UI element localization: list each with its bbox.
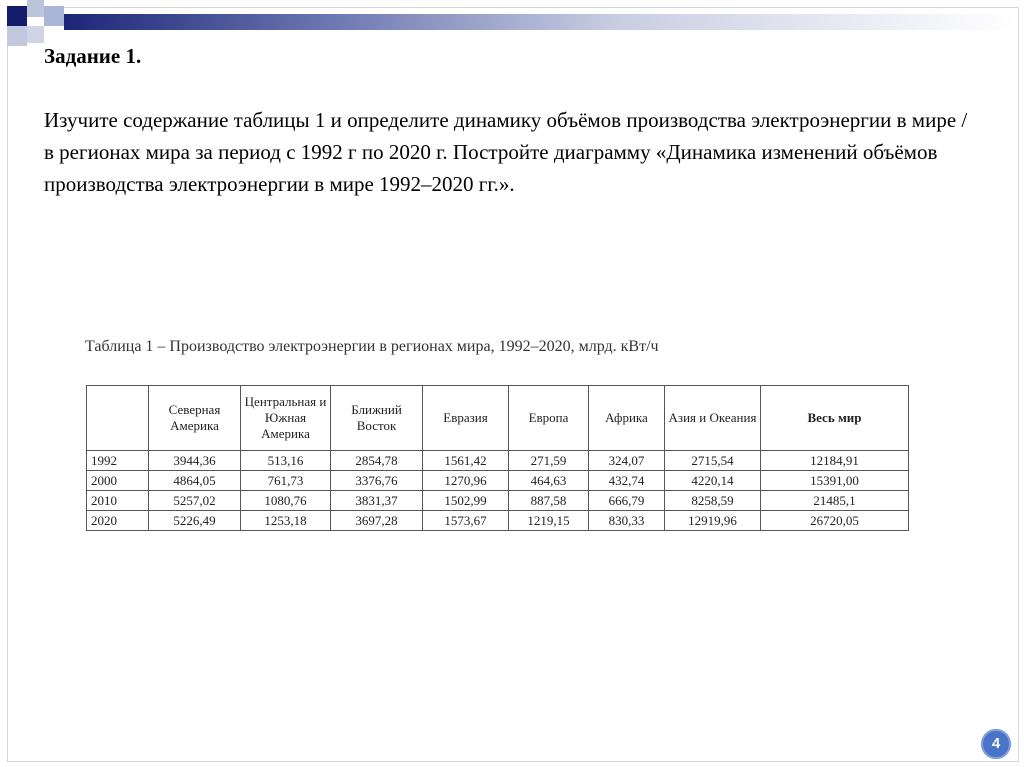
table-cell: 26720,05 [761,511,909,531]
table-cell: 21485,1 [761,491,909,511]
header-cell: Азия и Океания [665,386,761,451]
decorative-square [44,6,64,26]
header-cell: Ближний Восток [331,386,423,451]
table-cell: 2715,54 [665,451,761,471]
decorative-square [27,0,44,17]
table-cell: 432,74 [589,471,665,491]
table-cell: 5257,02 [149,491,241,511]
table-cell: 1270,96 [423,471,509,491]
header-cell: Северная Америка [149,386,241,451]
year-cell: 1992 [87,451,149,471]
decorative-square [27,26,44,43]
header-cell: Евразия [423,386,509,451]
table-cell: 830,33 [589,511,665,531]
table-caption: Таблица 1 – Производство электроэнергии в регионах мира, 1992–2020, млрд. кВт/ч [85,338,659,355]
year-cell: 2000 [87,471,149,491]
table-cell: 3831,37 [331,491,423,511]
table-cell: 1080,76 [241,491,331,511]
decorative-square [7,6,27,26]
table-cell: 1253,18 [241,511,331,531]
task-heading: Задание 1. [44,44,142,68]
decorative-square [7,26,27,46]
table-cell: 2854,78 [331,451,423,471]
header-cell: Центральная и Южная Америка [241,386,331,451]
table-cell: 1502,99 [423,491,509,511]
table-cell: 8258,59 [665,491,761,511]
header-cell [87,386,149,451]
table-row [87,451,909,471]
table-cell: 271,59 [509,451,589,471]
header-cell: Африка [589,386,665,451]
table-cell: 464,63 [509,471,589,491]
table-cell: 15391,00 [761,471,909,491]
header-gradient-bar [64,14,1016,30]
year-cell: 2010 [87,491,149,511]
table-cell: 3697,28 [331,511,423,531]
table-row [87,511,909,531]
table-cell: 3376,76 [331,471,423,491]
table-cell: 5226,49 [149,511,241,531]
table-row [87,491,909,511]
table-header-row [87,386,909,451]
table-cell: 666,79 [589,491,665,511]
table-cell: 3944,36 [149,451,241,471]
table-cell: 1561,42 [423,451,509,471]
table-cell: 1573,67 [423,511,509,531]
header-cell: Весь мир [761,386,909,451]
table-cell: 12919,96 [665,511,761,531]
table-cell: 1219,15 [509,511,589,531]
year-cell: 2020 [87,511,149,531]
data-table [86,385,909,531]
table-cell: 324,07 [589,451,665,471]
table-cell: 12184,91 [761,451,909,471]
header-cell: Европа [509,386,589,451]
table-cell: 887,58 [509,491,589,511]
table-cell: 4864,05 [149,471,241,491]
table-cell: 513,16 [241,451,331,471]
table-row [87,471,909,491]
page-number-badge: 4 [981,729,1011,759]
table-cell: 4220,14 [665,471,761,491]
table-cell: 761,73 [241,471,331,491]
task-text: Изучите содержание таблицы 1 и определите динамику объёмов производства электроэнергии в мире / в регионах мира за период с 1992 г по 2020 г. Постройте диаграмму «Динамика изменений объёмов производства электроэнергии в мире 1992–2020 гг.». [44,108,968,196]
